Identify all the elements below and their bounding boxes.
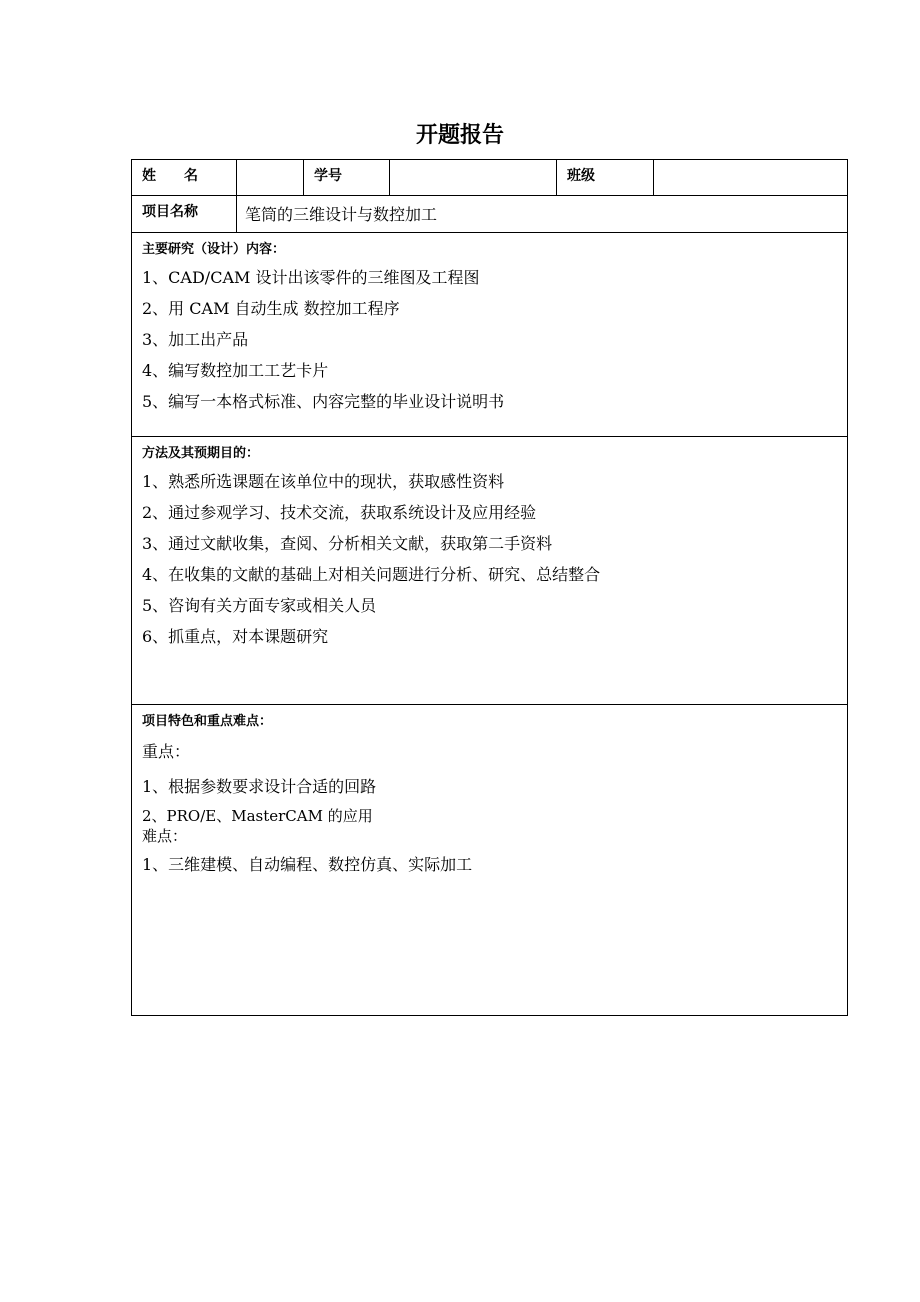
features-heading: 项目特色和重点难点： bbox=[142, 714, 273, 729]
methods-item: 5、咨询有关方面专家或相关人员 bbox=[142, 596, 377, 615]
class-value-cell[interactable] bbox=[654, 160, 847, 195]
project-name-label: 项目名称 bbox=[142, 204, 198, 220]
research-item: 5、编写一本格式标准、内容完整的毕业设计说明书 bbox=[142, 392, 505, 411]
methods-item: 3、通过文献收集，查阅、分析相关文献，获取第二手资料 bbox=[142, 534, 553, 553]
methods-item: 1、熟悉所选课题在该单位中的现状，获取感性资料 bbox=[142, 472, 505, 491]
methods-section bbox=[132, 437, 847, 705]
student-id-label: 学号 bbox=[314, 168, 342, 184]
document-title: 开题报告 bbox=[415, 123, 504, 148]
research-content-section bbox=[132, 233, 847, 437]
project-label-cell bbox=[132, 196, 237, 232]
research-item: 2、用 CAM 自动生成 数控加工程序 bbox=[142, 299, 400, 318]
methods-item: 2、通过参观学习、技术交流，获取系统设计及应用经验 bbox=[142, 503, 537, 522]
student-info-row bbox=[132, 160, 847, 196]
methods-item: 4、在收集的文献的基础上对相关问题进行分析、研究、总结整合 bbox=[142, 565, 601, 584]
research-heading: 主要研究（设计）内容： bbox=[142, 242, 286, 257]
id-label-cell bbox=[304, 160, 390, 195]
name-value-cell[interactable] bbox=[237, 160, 304, 195]
key-point-item: 2、PRO/E、MasterCAM 的应用 bbox=[142, 807, 373, 825]
project-value-cell[interactable] bbox=[237, 196, 847, 232]
class-label-cell bbox=[557, 160, 654, 195]
methods-heading: 方法及其预期目的： bbox=[142, 446, 260, 461]
research-item: 3、加工出产品 bbox=[142, 330, 249, 349]
id-value-cell[interactable] bbox=[390, 160, 557, 195]
project-name-value: 笔筒的三维设计与数控加工 bbox=[245, 205, 438, 224]
project-name-row bbox=[132, 196, 847, 233]
research-item: 1、CAD/CAM 设计出该零件的三维图及工程图 bbox=[142, 268, 480, 287]
difficulty-item: 1、三维建模、自动编程、数控仿真、实际加工 bbox=[142, 855, 473, 874]
name-label: 姓 名 bbox=[142, 168, 198, 184]
key-points-label: 重点： bbox=[142, 742, 191, 761]
difficulties-label: 难点： bbox=[142, 827, 188, 845]
name-label-cell bbox=[132, 160, 237, 195]
class-label: 班级 bbox=[567, 168, 595, 184]
research-item: 4、编写数控加工工艺卡片 bbox=[142, 361, 329, 380]
proposal-form bbox=[131, 159, 848, 1016]
key-point-item: 1、根据参数要求设计合适的回路 bbox=[142, 777, 377, 796]
features-section bbox=[132, 705, 847, 1015]
methods-item: 6、抓重点，对本课题研究 bbox=[142, 627, 329, 646]
